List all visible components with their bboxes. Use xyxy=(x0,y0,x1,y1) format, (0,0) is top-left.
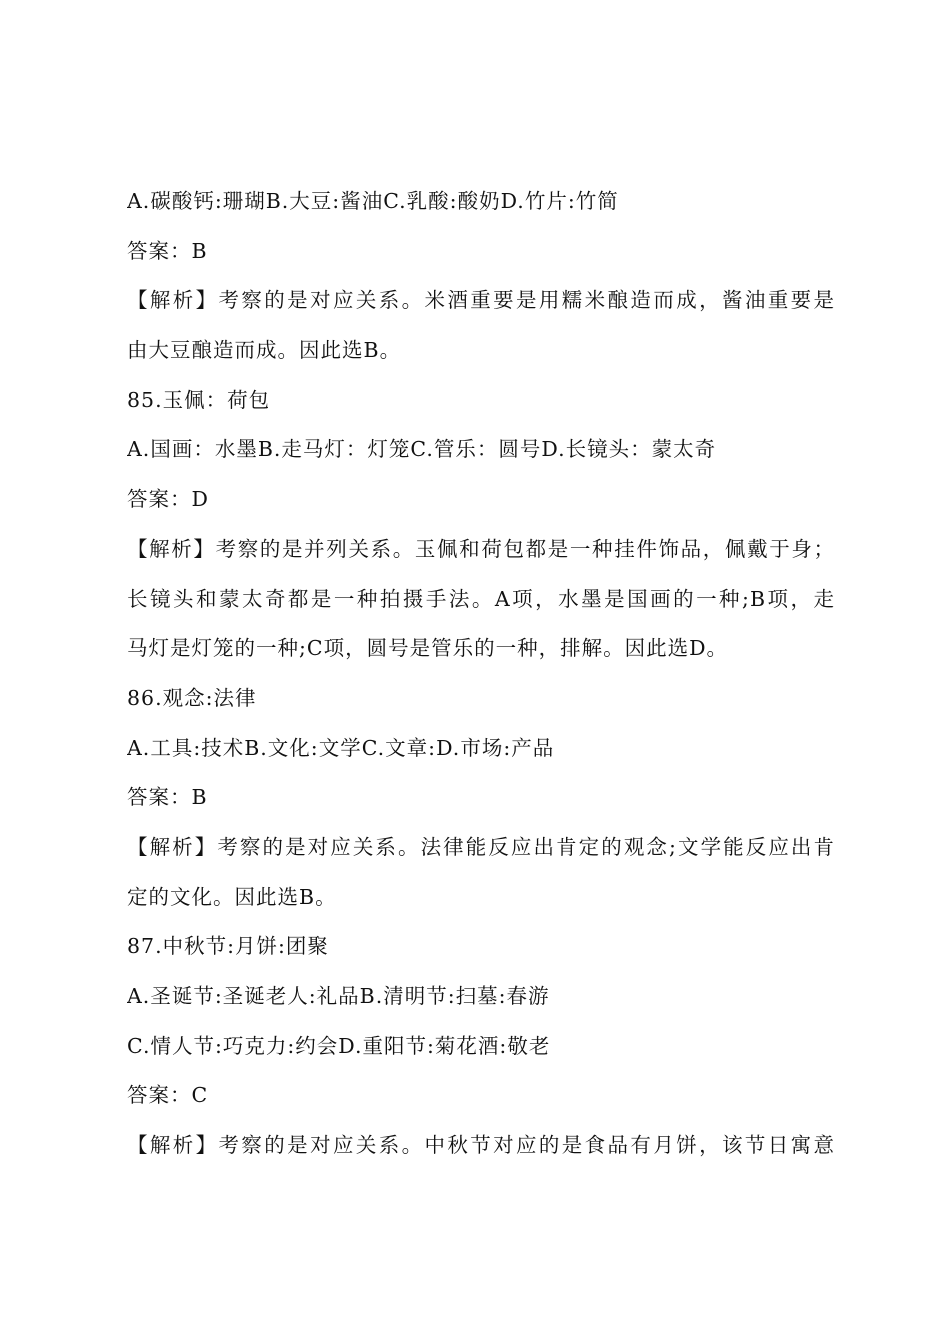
analysis-paragraph xyxy=(127,287,835,386)
analysis-paragraph xyxy=(127,1132,835,1182)
answer-line: 答案：B xyxy=(127,785,208,810)
question-title: 86.观念:法律 xyxy=(127,685,257,710)
options-line: C.情人节:巧克力:约会D.重阳节:菊花酒:敬老 xyxy=(127,1033,551,1058)
question-title: 85.玉佩：荷包 xyxy=(127,387,271,412)
options-line: A.国画：水墨B.走马灯：灯笼C.管乐：圆号D.长镜头：蒙太奇 xyxy=(127,437,717,462)
question-title: 87.中秋节:月饼:团聚 xyxy=(127,934,329,959)
question-86 xyxy=(127,685,835,933)
question-84 xyxy=(127,188,835,387)
analysis-line: 【解析】考察的是对应关系。中秋节对应的是食品有月饼，该节日寓意 xyxy=(127,1133,835,1158)
options-line: A.圣诞节:圣诞老人:礼品B.清明节:扫墓:春游 xyxy=(127,984,550,1008)
document-body xyxy=(127,188,835,1182)
analysis-line: 【解析】考察的是对应关系。米酒重要是用糯米酿造而成，酱油重要是 xyxy=(127,288,835,313)
options-line: A.工具:技术B.文化:文学C.文章:D.市场:产品 xyxy=(127,735,555,760)
question-87 xyxy=(127,933,835,1181)
analysis-line: 由大豆酿造而成。因此选B。 xyxy=(127,338,402,363)
analysis-line: 长镜头和蒙太奇都是一种拍摄手法。A项，水墨是国画的一种;B项，走 xyxy=(127,586,835,611)
question-85 xyxy=(127,387,835,685)
analysis-line: 【解析】考察的是对应关系。法律能反应出肯定的观念;文学能反应出肯 xyxy=(127,834,835,859)
answer-line: 答案：D xyxy=(127,487,209,512)
answer-line: 答案：B xyxy=(127,238,208,263)
analysis-paragraph xyxy=(127,536,835,685)
analysis-line: 马灯是灯笼的一种;C项，圆号是管乐的一种，排解。因此选D。 xyxy=(127,636,729,661)
analysis-line: 定的文化。因此选B。 xyxy=(127,884,337,909)
options-line: A.碳酸钙:珊瑚B.大豆:酱油C.乳酸:酸奶D.竹片:竹简 xyxy=(127,189,619,213)
analysis-line: 【解析】考察的是并列关系。玉佩和荷包都是一种挂件饰品，佩戴于身； xyxy=(127,536,835,561)
analysis-paragraph xyxy=(127,834,835,933)
answer-line: 答案：C xyxy=(127,1083,209,1108)
